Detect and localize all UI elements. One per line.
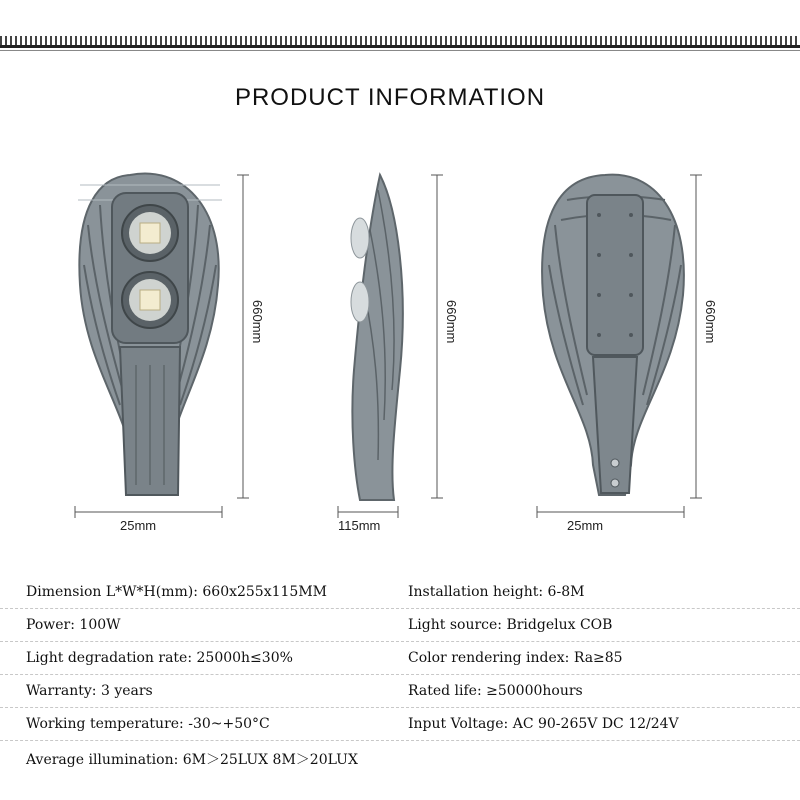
side-height-label: 660mm — [444, 300, 459, 344]
spec-dimension: Dimension L*W*H(mm): 660x255x115MM — [26, 584, 327, 600]
spec-row — [0, 609, 800, 642]
spec-row — [0, 675, 800, 708]
spec-input-voltage: Input Voltage: AC 90-265V DC 12/24V — [408, 716, 679, 732]
spec-table — [0, 576, 800, 773]
spec-warranty: Warranty: 3 years — [26, 683, 153, 699]
side-width-label: 115mm — [338, 518, 381, 533]
spec-light-source: Light source: Bridgelux COB — [408, 617, 613, 633]
back-width-label: 25mm — [567, 518, 604, 533]
front-width-label: 25mm — [120, 518, 157, 533]
spec-row — [0, 576, 800, 609]
spec-working-temperature: Working temperature: -30~+50°C — [26, 716, 270, 732]
front-height-label: 660mm — [250, 300, 265, 344]
spec-rated-life: Rated life: ≥50000hours — [408, 683, 583, 699]
spec-row — [0, 642, 800, 675]
page-title: PRODUCT INFORMATION — [234, 84, 546, 111]
spec-row — [0, 708, 800, 741]
spec-color-rendering: Color rendering index: Ra≥85 — [408, 650, 623, 666]
spec-installation-height: Installation height: 6-8M — [408, 584, 585, 600]
spec-row — [0, 741, 800, 773]
spec-power: Power: 100W — [26, 617, 121, 633]
back-height-label: 660mm — [703, 300, 718, 344]
spec-average-illumination: Average illumination: 6M＞25LUX 8M＞20LUX — [26, 752, 358, 768]
spec-light-degradation: Light degradation rate: 25000h≤30% — [26, 650, 293, 666]
